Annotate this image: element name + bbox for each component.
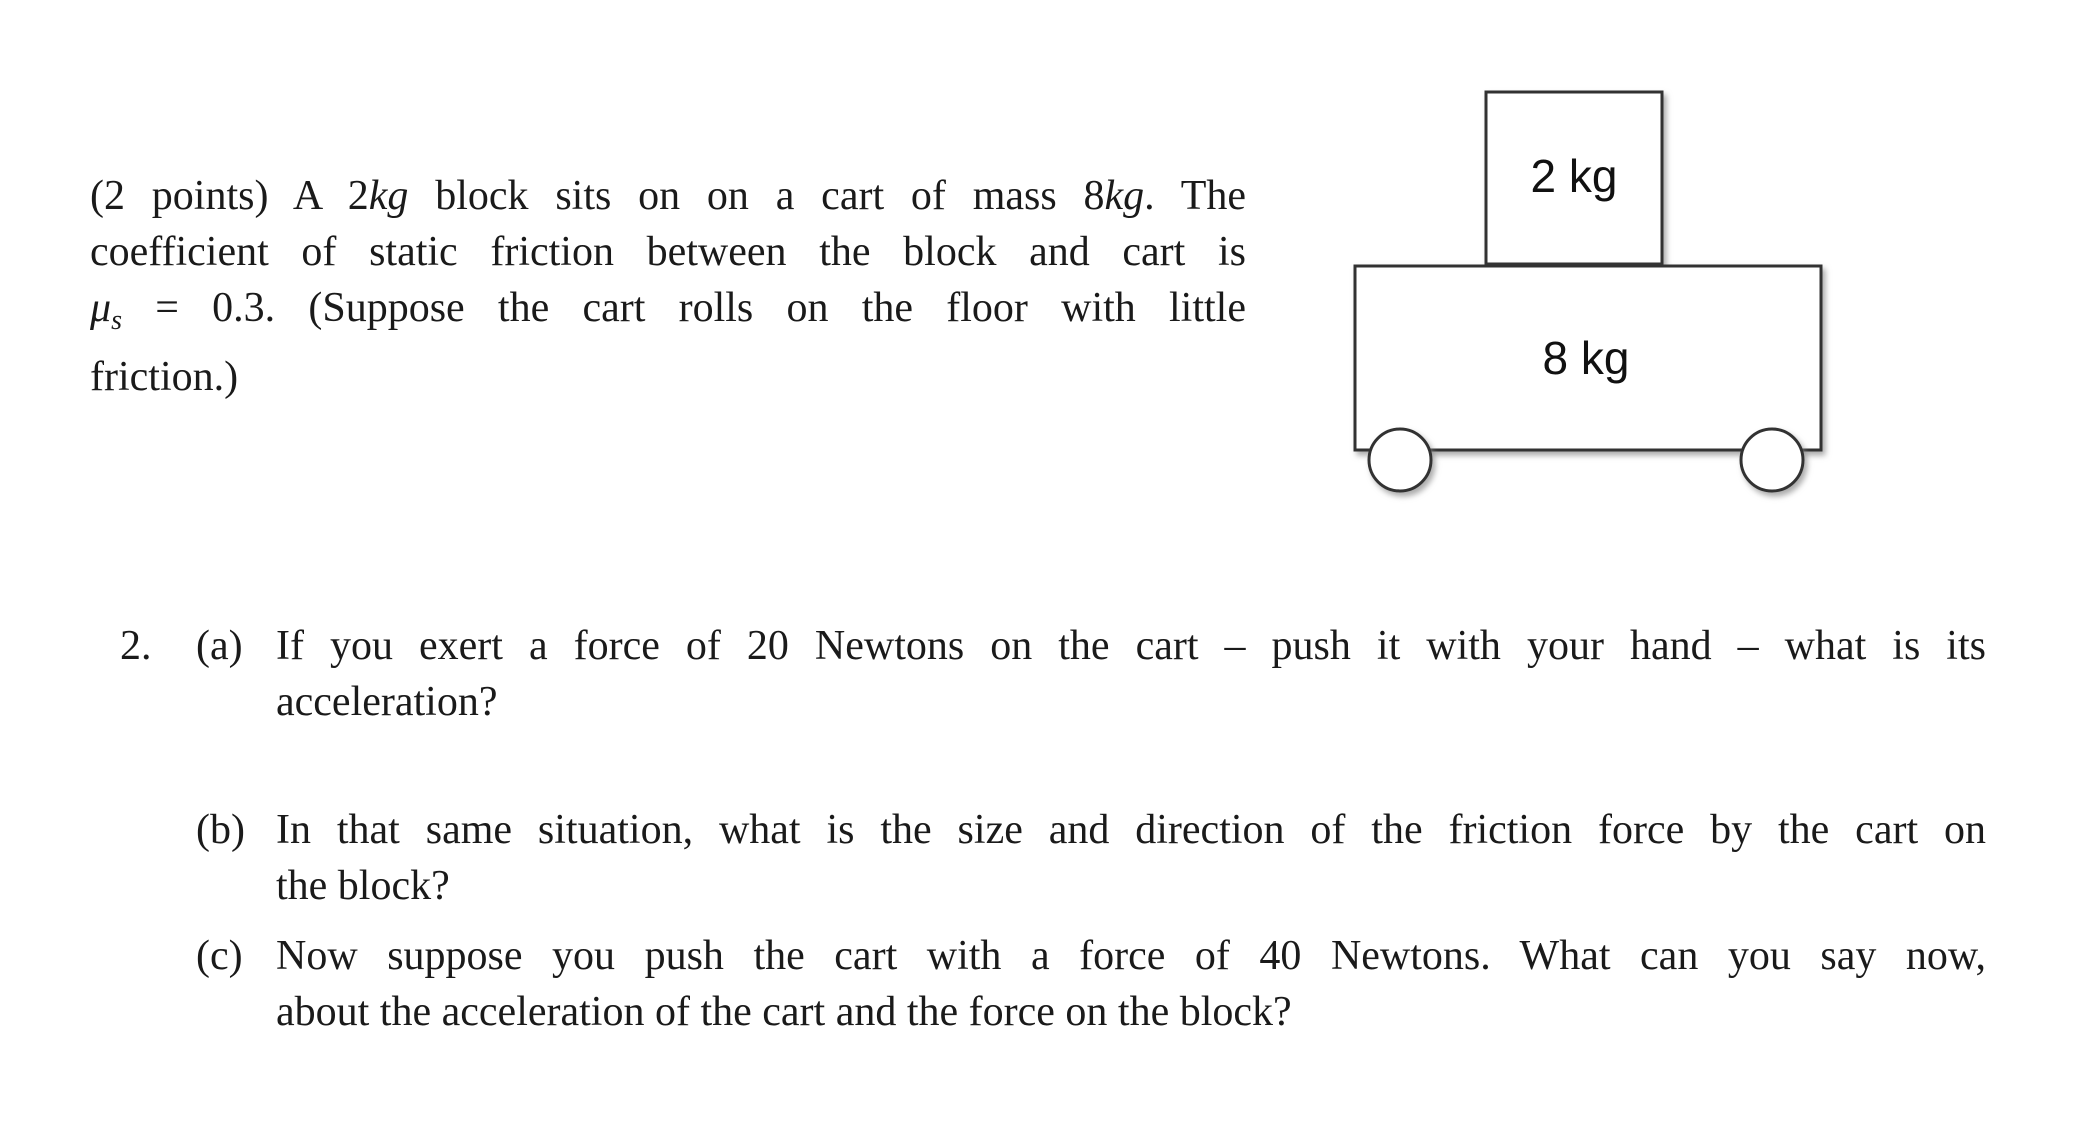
- wheel-right: [1741, 429, 1803, 491]
- part-b-line-2: the block?: [276, 863, 450, 909]
- intro-text-1b: block sits on on a cart of mass 8: [408, 173, 1105, 219]
- cart-diagram: [1340, 80, 1840, 520]
- intro-unit-kg-1: kg: [368, 173, 409, 219]
- intro-line-1: [90, 168, 1246, 224]
- intro-unit-kg-2: kg: [1104, 173, 1145, 219]
- part-c-line-2: about the acceleration of the cart and the force on the block?: [276, 989, 1292, 1035]
- mu-letter: μ: [90, 285, 112, 331]
- cart-diagram-svg: [1340, 80, 1840, 520]
- problem-intro: [90, 168, 1246, 405]
- part-c-label: (c): [196, 933, 243, 979]
- intro-text-1c: . The: [1144, 173, 1246, 219]
- part-b-line-1: In that same situation, what is the size and direction of the friction force by the cart on: [276, 807, 1986, 853]
- mu-symbol: [90, 285, 122, 336]
- intro-line-4: friction.): [90, 354, 239, 400]
- part-a-label: (a): [196, 623, 243, 669]
- question-number: 2.: [120, 623, 152, 669]
- intro-text-3: = 0.3. (Suppose the cart rolls on the floor with little: [122, 285, 1246, 331]
- part-c-text: [276, 928, 1986, 1040]
- block-label: 2 kg: [1530, 150, 1618, 202]
- part-a-line-1: If you exert a force of 20 Newtons on the cart – push it with your hand – what is its: [276, 623, 1986, 669]
- cart-label: 8 kg: [1542, 332, 1630, 384]
- wheel-left: [1369, 429, 1431, 491]
- part-b-text: [276, 802, 1986, 914]
- intro-text-1a: (2 points) A 2: [90, 173, 369, 219]
- part-a-line-2: acceleration?: [276, 679, 498, 725]
- intro-line-2: coefficient of static friction between the block and cart is: [90, 229, 1246, 275]
- intro-line-3: [90, 280, 1246, 349]
- part-a-text: [276, 618, 1986, 730]
- mu-subscript: s: [111, 305, 122, 336]
- part-b-label: (b): [196, 807, 245, 853]
- part-c-line-1: Now suppose you push the cart with a force of 40 Newtons. What can you say now,: [276, 933, 1986, 979]
